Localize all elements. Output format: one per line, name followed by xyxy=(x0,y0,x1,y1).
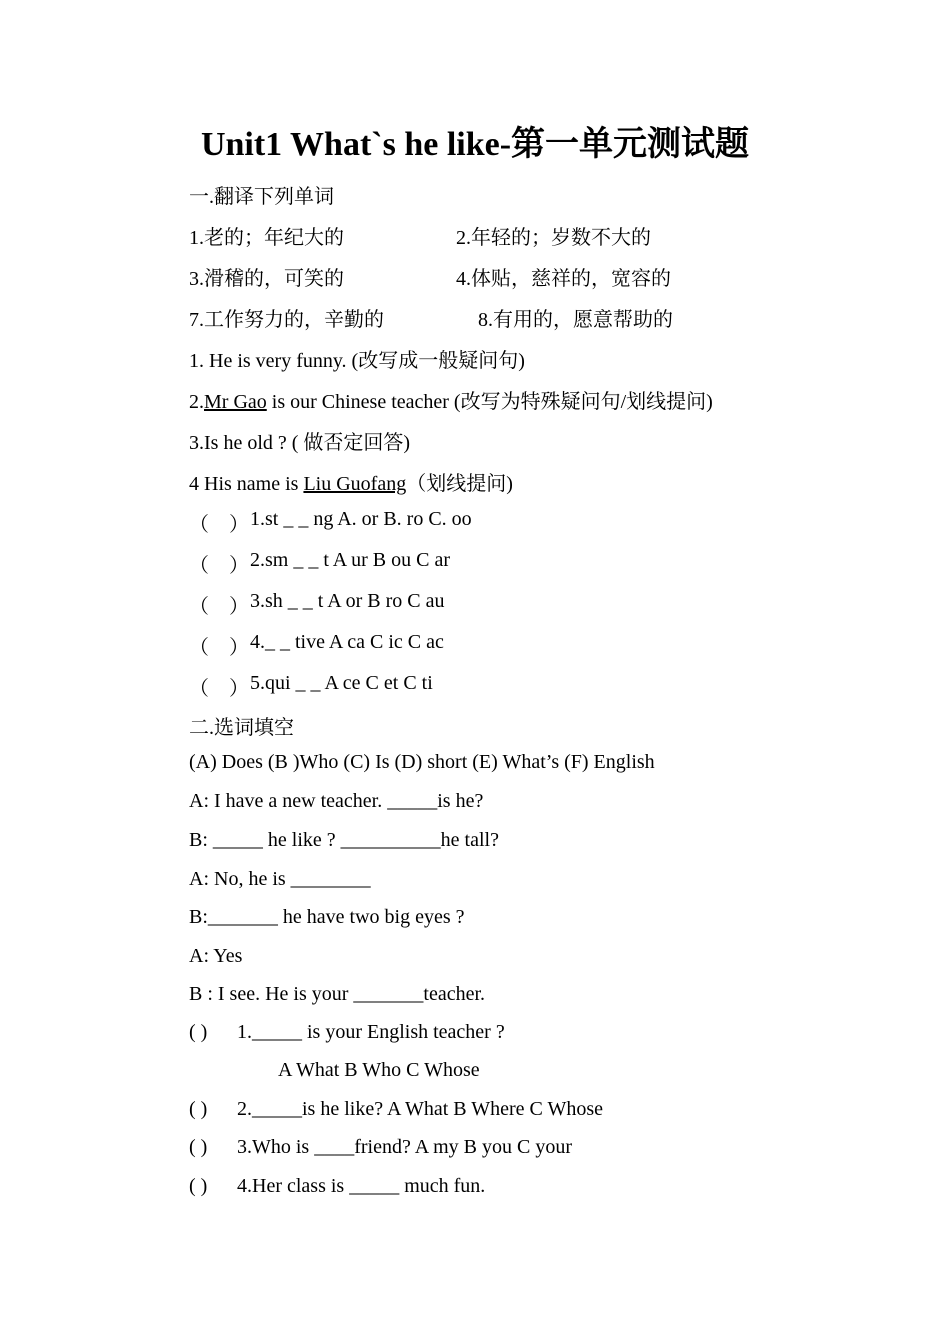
word-item: 4.体贴，慈祥的，宽容的 xyxy=(456,268,671,290)
question-text: （划线提问) xyxy=(406,473,513,495)
word-item: 8.有用的，愿意帮助的 xyxy=(478,309,673,331)
choice-text: 4._ _ tive A ca C ic C ac xyxy=(250,631,444,653)
section-2-heading: 二.选词填空 xyxy=(189,717,294,739)
mc-question: 3.Who is ____friend? A my B you C your xyxy=(237,1136,572,1158)
mc-question: 2._____is he like? A What B Where C Whose xyxy=(237,1098,604,1120)
question-number: 2. xyxy=(189,391,204,413)
mc-question: 1._____ is your English teacher ? xyxy=(237,1021,505,1043)
question-text: is our Chinese teacher (改写为特殊疑问句/划线提问) xyxy=(266,391,713,413)
underlined-phrase: Mr Gao xyxy=(204,391,267,413)
choice-item xyxy=(189,672,249,701)
answer-bracket: （ ） xyxy=(189,555,249,577)
dialogue-line: A: I have a new teacher. _____is he? xyxy=(189,790,484,812)
dialogue-line: A: No, he is ________ xyxy=(189,868,371,890)
choice-item xyxy=(189,549,249,578)
answer-bracket: （ ） xyxy=(189,596,249,618)
underlined-phrase: Liu Guofang xyxy=(303,473,407,495)
mc-options: A What B Who C Whose xyxy=(278,1059,480,1081)
word-options: (A) Does (B )Who (C) Is (D) short (E) What’s (F) English xyxy=(189,751,655,773)
dialogue-line: B : I see. He is your _______teacher. xyxy=(189,983,486,1005)
section-1-heading: 一.翻译下列单词 xyxy=(189,186,334,208)
choice-text: 5.qui _ _ A ce C et C ti xyxy=(250,672,433,694)
answer-bracket: （ ） xyxy=(189,637,249,659)
word-item: 7.工作努力的，辛勤的 xyxy=(189,309,384,331)
choice-text: 3.sh _ _ t A or B ro C au xyxy=(250,590,445,612)
dialogue-line: B: _____ he like ? __________he tall? xyxy=(189,829,499,851)
rewrite-question-3: 3.Is he old ? ( 做否定回答) xyxy=(189,432,411,454)
answer-bracket: ( ) xyxy=(189,1021,208,1043)
choice-text: 1.st _ _ ng A. or B. ro C. oo xyxy=(250,508,472,530)
answer-bracket: ( ) xyxy=(189,1136,208,1158)
rewrite-question-2 xyxy=(189,385,713,414)
choice-text: 2.sm _ _ t A ur B ou C ar xyxy=(250,549,451,571)
word-item: 2.年轻的；岁数不大的 xyxy=(456,227,651,249)
choice-item xyxy=(189,590,249,619)
dialogue-line: A: Yes xyxy=(189,945,243,967)
answer-bracket: ( ) xyxy=(189,1175,208,1197)
page-title: Unit1 What`s he like-第一单元测试题 xyxy=(200,126,750,163)
answer-bracket: （ ） xyxy=(189,678,249,700)
word-item: 1.老的；年纪大的 xyxy=(189,227,344,249)
choice-item xyxy=(189,631,249,660)
answer-bracket: （ ） xyxy=(189,514,249,536)
mc-question: 4.Her class is _____ much fun. xyxy=(237,1175,486,1197)
dialogue-line: B:_______ he have two big eyes ? xyxy=(189,906,465,928)
word-item: 3.滑稽的，可笑的 xyxy=(189,268,344,290)
answer-bracket: ( ) xyxy=(189,1098,208,1120)
rewrite-question-4 xyxy=(189,467,513,496)
choice-item xyxy=(189,508,249,537)
question-text: 4 His name is xyxy=(189,473,304,495)
rewrite-question-1: 1. He is very funny. (改写成一般疑问句) xyxy=(189,350,525,372)
